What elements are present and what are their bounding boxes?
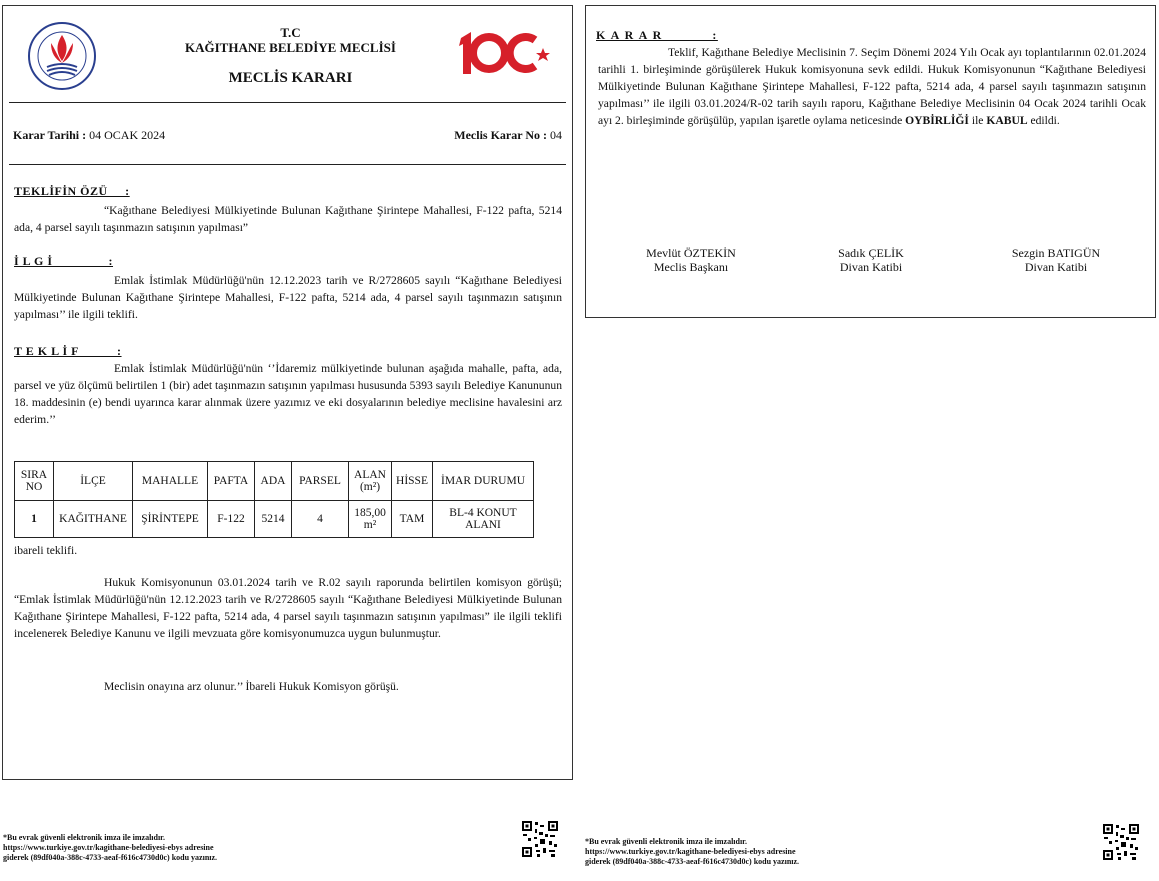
- unanimous-label: OYBİRLİĞİ: [905, 114, 969, 127]
- footer-url-line: https://www.turkiye.gov.tr/kagithane-belediyesi-ebys adresine: [3, 843, 214, 852]
- signatory-name: Sadık ÇELİK: [838, 246, 904, 260]
- document-title: MECLİS KARARI: [228, 70, 353, 86]
- decision-heading: K A R A R :: [596, 28, 718, 42]
- decision-date-label: Karar Tarihi :: [13, 128, 87, 142]
- proposal-summary-heading: TEKLİFİN ÖZÜ :: [14, 184, 130, 198]
- decision-page-2: [585, 5, 1156, 318]
- column-header: PAFTA: [208, 462, 255, 501]
- footer-code-line: giderek (89df040a-388c-4733-aeaf-f616c4730d0c) kodu yazınız.: [3, 853, 218, 862]
- municipality-seal-logo: [27, 21, 97, 91]
- footer-code-line: giderek (89df040a-388c-4733-aeaf-f616c4730d0c) kodu yazınız.: [585, 857, 800, 866]
- table-cell: BL-4 KONUT ALANI: [433, 501, 534, 538]
- decision-connector: ile: [968, 114, 987, 127]
- column-header: PARSEL: [292, 462, 349, 501]
- footer-line: *Bu evrak güvenli elektronik imza ile imzalıdır.: [3, 833, 165, 842]
- column-header: İLÇE: [54, 462, 133, 501]
- table-cell: 185,00 m²: [349, 501, 392, 538]
- signatory-title: Divan Katibi: [1024, 260, 1088, 274]
- table-cell: KAĞITHANE: [54, 501, 133, 538]
- header-divider: [9, 102, 566, 103]
- decision-number: [454, 128, 562, 143]
- decision-page-1: [2, 5, 573, 780]
- reference-text: Emlak İstimlak Müdürlüğü'nün 12.12.2023 tarih ve R/2728605 sayılı “Kağıthane Belediyesi Mülkiyetinde Bulunan Kağıthane Şirintepe Mahallesi, F-122 pafta, 5214 ada, 4 parsel sayılı taşınmazın satışının yapılması’’ ile ilgili teklifi.: [14, 274, 562, 321]
- decision-text-body: Teklif, Kağıthane Belediye Meclisinin 7. Seçim Dönemi 2024 Yılı Ocak ayı toplantılarının 02.01.2024 tarihli 1. birleşiminde görüşülerek Hukuk komisyonuna sevk edildi. Hukuk Komisyonunun “Kağıthane Belediyesi Mülkiyetinde Bulunan Kağıthane Şirintepe Mahallesi, F-122 pafta, 5214 ada, 4 parsel sayılı taşınmazın satışının yapılması’’ ile ilgili 03.01.2024/R-02 tarih sayılı raporu, Kağıthane Belediye Meclisinin 04 Ocak 2024 tarihli Ocak ayı 2. birleşiminde görüşülüp, yapılan işaretle oylama neticesinde: [598, 46, 1146, 127]
- table-cell: TAM: [392, 501, 433, 538]
- table-row: [15, 501, 534, 538]
- commission-opinion-text: Hukuk Komisyonunun 03.01.2024 tarih ve R.02 sayılı raporunda belirtilen komisyon görüşü; “Emlak İstimlak Müdürlüğü'nün 12.12.2023 tarih ve R/2728605 sayılı “Kağıthane Belediyesi Mülkiyetinde Bulunan Kağıthane Şirintepe Mahallesi, F-122 pafta, 5214 ada, 4 parsel sayılı taşınmazın satışının yapılması” ile ilgili teklifi incelenerek Belediye Kanunu ve ilgili mevzuata göre komisyonumuzca uygun bulunmuştur.: [14, 576, 562, 640]
- decision-date-value: 04 OCAK 2024: [89, 128, 166, 142]
- decision-date: [13, 128, 165, 143]
- footer-line: *Bu evrak güvenli elektronik imza ile imzalıdır.: [585, 837, 747, 846]
- table-cell: ŞİRİNTEPE: [133, 501, 208, 538]
- table-cell: 5214: [255, 501, 292, 538]
- closing-text: Meclisin onayına arz olunur.’’ İbareli Hukuk Komisyon görüşü.: [104, 680, 399, 693]
- proposal-text: Emlak İstimlak Müdürlüğü'nün ‘’İdaremiz mülkiyetinde bulunan aşağıda mahalle, pafta, ada, parsel ve yüz ölçümü belirtilen 1 (bir) adet taşınmazın satışının yapılması hususunda 5393 sayılı Belediye Kanununun 18. maddesinin (e) bendi uyarınca karar alınmak üzere yazımız ve eki dosyalarının belediye meclisine havalesini arz ederim.’’: [14, 362, 562, 426]
- table-header-row: [15, 462, 534, 501]
- signature-block: [981, 246, 1131, 274]
- column-header: ALAN (m²): [349, 462, 392, 501]
- column-header: MAHALLE: [133, 462, 208, 501]
- column-header: İMAR DURUMU: [433, 462, 534, 501]
- e-signature-footer: [585, 837, 799, 867]
- footer-url-line: https://www.turkiye.gov.tr/kagithane-belediyesi-ebys adresine: [585, 847, 796, 856]
- header-council-name: KAĞITHANE BELEDİYE MECLİSİ: [185, 40, 396, 55]
- proposal-heading: T E K L İ F :: [14, 344, 122, 358]
- after-table-text: ibareli teklifi.: [14, 544, 78, 557]
- signatory-name: Mevlüt ÖZTEKİN: [646, 246, 736, 260]
- reference-heading: İ L G İ :: [14, 254, 114, 268]
- accepted-label: KABUL: [986, 114, 1028, 127]
- qr-code-icon: [1102, 823, 1140, 861]
- decision-number-value: 04: [550, 128, 562, 142]
- signatory-title: Meclis Başkanı: [653, 260, 729, 274]
- column-header: SIRA NO: [15, 462, 54, 501]
- table-cell: 4: [292, 501, 349, 538]
- decision-number-label: Meclis Karar No :: [454, 128, 547, 142]
- centennial-100-logo: [455, 28, 555, 84]
- decision-text: [598, 44, 1146, 129]
- qr-code-icon: [521, 820, 559, 858]
- signature-block: [796, 246, 946, 274]
- signatory-title: Divan Katibi: [839, 260, 903, 274]
- column-header: HİSSE: [392, 462, 433, 501]
- table-cell: F-122: [208, 501, 255, 538]
- meta-divider: [9, 164, 566, 165]
- signatory-name: Sezgin BATIGÜN: [1011, 246, 1101, 260]
- decision-text-end: edildi.: [1027, 114, 1060, 127]
- e-signature-footer: [3, 833, 217, 863]
- proposal-summary-text: “Kağıthane Belediyesi Mülkiyetinde Bulunan Kağıthane Şirintepe Mahallesi, F-122 pafta, 5214 ada, 4 parsel sayılı taşınmazın satışının yapılması”: [14, 204, 562, 234]
- column-header: ADA: [255, 462, 292, 501]
- header-tc: T.C: [280, 25, 301, 40]
- property-table: [14, 461, 534, 538]
- table-cell: 1: [15, 501, 54, 538]
- signature-block: [616, 246, 766, 274]
